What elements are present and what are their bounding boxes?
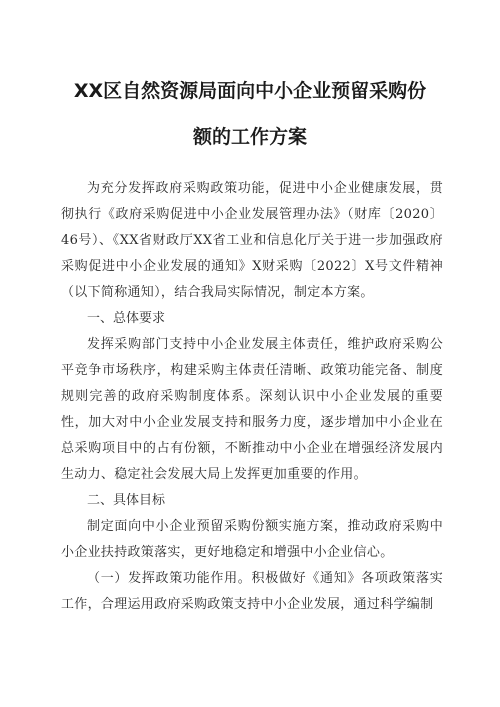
document-title-line-2: 额的工作方案 (192, 126, 307, 148)
section-paragraph-specific-goals: 制定面向中小企业预留采购份额实施方案，推动政府采购中小企业扶持政策落实，更好地稳定和增强中小企业信心。 (61, 519, 443, 560)
document-body (61, 176, 443, 618)
section-heading-general-requirements: 一、总体要求 (87, 311, 166, 326)
document-title-line-1: XX区自然资源局面向中小企业预留采购份 (73, 80, 427, 102)
item-paragraph-policy-function: （一）发挥政策功能作用。积极做好《通知》各项政策落实工作，合理运用政府采购政策支持中小企业发展，通过科学编制 (61, 571, 443, 612)
intro-paragraph: 为充分发挥政府采购政策功能，促进中小企业健康发展，贯彻执行《政府采购促进中小企业发展管理办法》（财库〔2020〕46号）、《XX省财政厅XX省工业和信息化厅关于进一步加强政府采购促进中小企业发展的通知》X财采购〔2022〕X号文件精神（以下简称通知），结合我局实际情况，制定本方案。 (61, 181, 443, 300)
section-heading-specific-goals: 二、具体目标 (87, 493, 166, 508)
section-paragraph-general-requirements: 发挥采购部门支持中小企业发展主体责任，维护政府采购公平竞争市场秩序，构建采购主体责任清晰、政策功能完备、制度规则完善的政府采购制度体系。深刻认识中小企业发展的重要性，加大对中小企业发展支持和服务力度，逐步增加中小企业在总采购项目中的占有份额，不断推动中小企业在增强经济发展内生动力、稳定社会发展大局上发挥更加重要的作用。 (61, 337, 443, 482)
